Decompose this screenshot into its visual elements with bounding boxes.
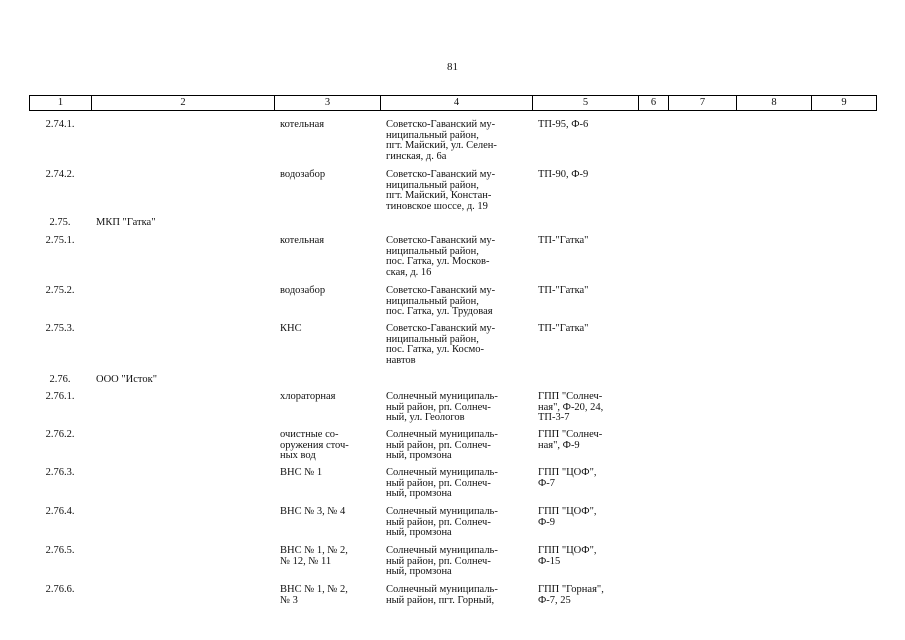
row-number: 2.75.2. xyxy=(45,285,75,296)
address: Советско-Гаванский му- ниципальный район, пос. Гатка, ул. Космо- навтов xyxy=(386,323,496,366)
header-col-2: 2 xyxy=(92,96,275,111)
header-col-9: 9 xyxy=(812,96,877,111)
object-name: котельная xyxy=(280,119,325,130)
row-number: 2.75.3. xyxy=(45,323,75,334)
address: Солнечный муниципаль- ный район, рп. Солнеч- ный, промзона xyxy=(386,467,498,499)
object-name: ВНС № 3, № 4 xyxy=(280,506,346,517)
power-source: ТП-"Гатка" xyxy=(538,235,589,246)
row-number: 2.76.1. xyxy=(45,391,75,402)
organization: МКП "Гатка" xyxy=(96,217,156,228)
object-name: КНС xyxy=(280,323,302,334)
address: Солнечный муниципаль- ный район, рп. Солнеч- ный, промзона xyxy=(386,506,498,538)
row-number: 2.76. xyxy=(49,374,71,385)
address: Советско-Гаванский му- ниципальный район, пос. Гатка, ул. Трудовая xyxy=(386,285,496,317)
header-col-7: 7 xyxy=(669,96,737,111)
object-name: водозабор xyxy=(280,169,326,180)
header-col-8: 8 xyxy=(737,96,812,111)
power-source: ТП-90, Ф-9 xyxy=(538,169,589,180)
object-name: хлораторная xyxy=(280,391,336,402)
header-col-3: 3 xyxy=(275,96,381,111)
row-number: 2.76.2. xyxy=(45,429,75,440)
object-name: ВНС № 1, № 2, № 12, № 11 xyxy=(280,545,348,567)
object-name: водозабор xyxy=(280,285,326,296)
row-number: 2.75. xyxy=(49,217,71,228)
object-name: котельная xyxy=(280,235,325,246)
address: Советско-Гаванский му- ниципальный район, пос. Гатка, ул. Москов- ская, д. 16 xyxy=(386,235,496,278)
power-source: ТП-"Гатка" xyxy=(538,323,589,334)
power-source: ТП-95, Ф-6 xyxy=(538,119,589,130)
row-number: 2.74.2. xyxy=(45,169,75,180)
power-source: ГПП "ЦОФ", Ф-15 xyxy=(538,545,597,567)
row-number: 2.76.3. xyxy=(45,467,75,478)
row-number: 2.76.5. xyxy=(45,545,75,556)
table-header xyxy=(29,95,877,111)
page-number: 81 xyxy=(447,61,458,73)
address: Советско-Гаванский му- ниципальный район, пгт. Майский, ул. Селен- гинская, д. 6а xyxy=(386,119,497,162)
row-number: 2.74.1. xyxy=(45,119,75,130)
object-name: очистные со- оружения сточ- ных вод xyxy=(280,429,349,461)
power-source: ГПП "Солнеч- ная", Ф-20, 24, ТП-3-7 xyxy=(538,391,604,423)
power-source: ГПП "ЦОФ", Ф-7 xyxy=(538,467,597,489)
power-source: ГПП "ЦОФ", Ф-9 xyxy=(538,506,597,528)
organization: ООО "Исток" xyxy=(96,374,157,385)
power-source: ГПП "Горная", Ф-7, 25 xyxy=(538,584,604,606)
power-source: ТП-"Гатка" xyxy=(538,285,589,296)
header-col-1: 1 xyxy=(30,96,92,111)
object-name: ВНС № 1, № 2, № 3 xyxy=(280,584,348,606)
address: Солнечный муниципаль- ный район, рп. Солнеч- ный, промзона xyxy=(386,429,498,461)
object-name: ВНС № 1 xyxy=(280,467,323,478)
row-number: 2.76.4. xyxy=(45,506,75,517)
address: Солнечный муниципаль- ный район, рп. Солнеч- ный, промзона xyxy=(386,545,498,577)
row-number: 2.75.1. xyxy=(45,235,75,246)
address: Солнечный муниципаль- ный район, пгт. Горный, xyxy=(386,584,498,606)
header-col-5: 5 xyxy=(533,96,639,111)
power-source: ГПП "Солнеч- ная", Ф-9 xyxy=(538,429,603,451)
header-col-4: 4 xyxy=(381,96,533,111)
address: Солнечный муниципаль- ный район, рп. Солнеч- ный, ул. Геологов xyxy=(386,391,498,423)
row-number: 2.76.6. xyxy=(45,584,75,595)
address: Советско-Гаванский му- ниципальный район, пгт. Майский, Констан- тиновское шоссе, д. 19 xyxy=(386,169,496,212)
header-col-6: 6 xyxy=(639,96,669,111)
